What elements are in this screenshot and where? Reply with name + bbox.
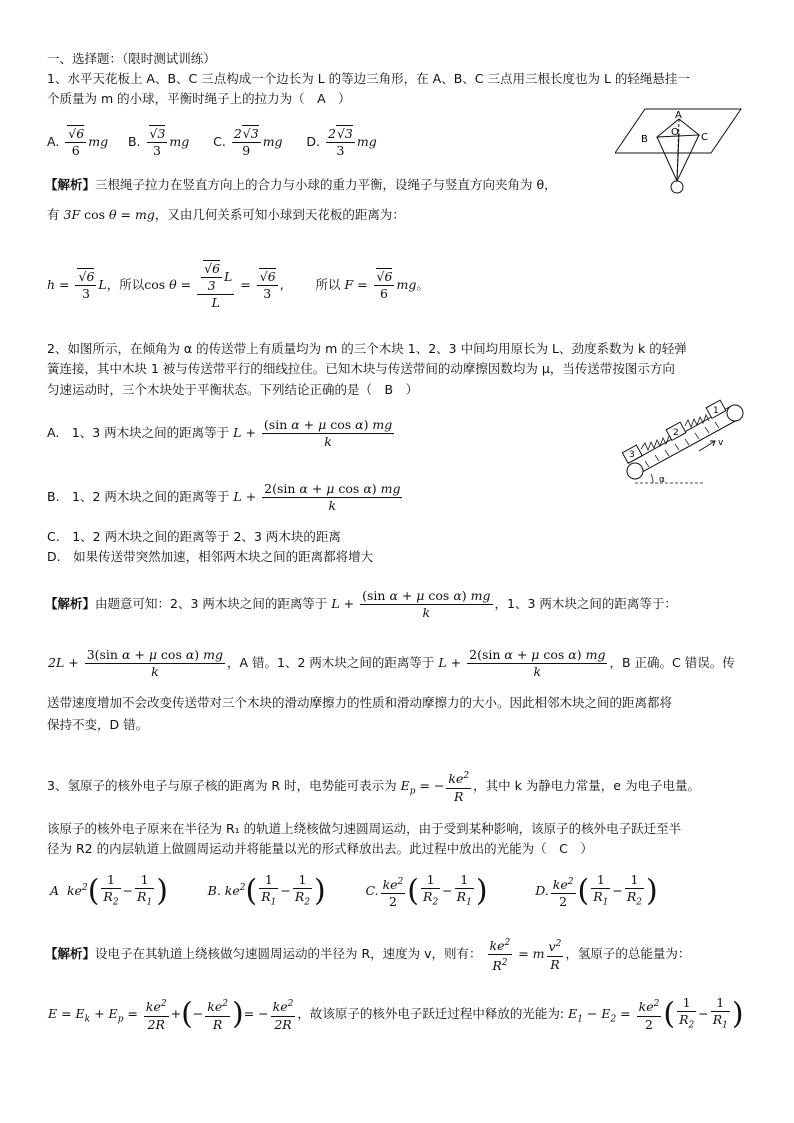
- q3-equation-total-energy: $E = E_k + E_p$ = $\frac{ke^2}{2R}$ +(− $\frac{ke^2}{R}$ )= − $\frac{ke^2}{2R}$: [48, 996, 294, 1032]
- q3-equation-centripetal: $\frac{ke^2}{R^2}$ = m $\frac{v^2}{R}$: [486, 946, 566, 961]
- q2-figure-label-alpha: α: [659, 475, 665, 485]
- q1-option-b-formula: √ $\frac{3}{3}$ mg: [145, 134, 190, 149]
- q3-analysis-tag: 【解析】: [45, 946, 96, 961]
- q2-option-b-formula: L + $\frac{\text{2(sin α + μ cos α) mg}}{k}$: [233, 481, 401, 513]
- q1-figure-label-a: A: [675, 110, 682, 121]
- q2-conveyor-figure: [615, 395, 750, 490]
- q2-analysis-line3: 送带速度增加不会改变传送带对三个木块的滑动摩擦力的性质和滑动摩擦力的大小。因此相邻木块之间的距离都将: [47, 695, 673, 710]
- q3-stem-line1: 3、氢原子的核外电子与原子核的距离为 R 时，电势能可表示为 $E_p$ = − $\frac{ke^2}{R}$ ，其中 k 为静电力常量，e 为电子电量。: [47, 768, 700, 810]
- q1-figure-label-c: C: [701, 132, 708, 143]
- q2-analysis-formula-12: L + $\frac{\text{2(sin α + μ cos α) mg}}{k}$: [438, 647, 606, 679]
- q2-stem-line2: 簧连接，其中木块 1 被与传送带平行的细线拉住。已知木块与传送带间的动摩擦因数均为 μ，当传送带按图示方向: [47, 361, 675, 376]
- q1-option-d-formula: $\frac{2√ 3}{3}$ mg: [324, 134, 377, 149]
- q3-analysis-line1: 【解析】设电子在其轨道上绕核做匀速圆周运动的半径为 R，速度为 v，则有： $\frac{ke^2}{R^2}$ = m $\frac{v^2}{R}$ ，氢原子的总能量为：: [45, 934, 690, 974]
- q3-options: [50, 866, 658, 913]
- q1-equation-h: h = √ $\frac{6}{3}$ L: [47, 277, 107, 292]
- section-title: 一、选择题：（限时测试训练）: [47, 51, 216, 66]
- q2-analysis-formula-23: L + $\frac{\text{(sin α + μ cos α) mg}}{k}$: [331, 588, 491, 620]
- q2-analysis-line4: 保持不变，D 错。: [47, 717, 149, 732]
- q2-option-a-formula: L + $\frac{\text{(sin α + μ cos α) mg}}{k}$: [233, 417, 393, 449]
- q2-option-d: D. 如果传送带突然加速，相邻两木块之间的距离都将增大: [47, 549, 374, 564]
- q2-analysis-tag: 【解析】: [45, 596, 96, 611]
- q1-option-d-label: D.: [306, 134, 320, 149]
- q2-figure-label-2: 2: [673, 428, 679, 438]
- q3-equation-released-energy: $E_1 - E_2$ = $\frac{ke^2}{2}$ ( $\frac{1}{R_2}$ − $\frac{1}{R_1}$ ): [568, 995, 744, 1032]
- q1-stem-line1: 1、水平天花板上 A、B、C 三点构成一个边长为 L 的等边三角形，在 A、B、C 三点用三根长度也为 L 的轻绳悬挂一: [47, 71, 690, 86]
- q3-analysis-line2: $E = E_k + E_p$ = $\frac{ke^2}{2R}$ +(− $\frac{ke^2}{R}$ )= − $\frac{ke^2}{2R}$ ，故该原子的核外电子跃迁过程中释放的光能为: $E_1 - E_2$ = $\frac{ke^2}{2}$ ( $\frac{1}{R_2}$ − $\frac{1}{R_1}$ ): [48, 995, 744, 1032]
- q2-stem-line1: 2、如图所示，在倾角为 α 的传送带上有质量均为 m 的三个木块 1、2、3 中间均用原长为 L、劲度系数为 k 的轻弹: [47, 341, 687, 356]
- q2-analysis-line1: 【解析】由题意可知：2、3 两木块之间的距离等于 L + $\frac{\text{(sin α + μ cos α) mg}}{k}$ ，1、3 两木块之间的距离等于：: [45, 588, 677, 620]
- q1-option-b-label: B.: [127, 134, 141, 149]
- q1-equation-f: F = √ $\frac{6}{6}$ mg: [344, 277, 416, 292]
- q2-figure-label-1: 1: [713, 406, 719, 416]
- q2-figure-label-v: v: [718, 438, 724, 448]
- q2-analysis-formula-13: 2L + $\frac{\text{3(sin α + μ cos α) mg}}{k}$: [48, 647, 224, 679]
- q1-analysis-line1: [45, 176, 557, 194]
- q2-option-b: B. 1、2 两木块之间的距离等于 L + $\frac{\text{2(sin α + μ cos α) mg}}{k}$: [47, 478, 404, 516]
- q2-analysis-line2: 2L + $\frac{\text{3(sin α + μ cos α) mg}}{k}$ ，A 错。1、2 两木块之间的距离等于 L + $\frac{\text{2(sin α + μ cos α) mg}}{k}$ ，B 正确。C 错误。传: [48, 647, 735, 679]
- q3-stem-line2: 该原子的核外电子原来在半径为 R₁ 的轨道上绕核做匀速圆周运动，由于受到某种影响，该原子的核外电子跃迁至半: [47, 821, 682, 836]
- q3-potential-energy-formula: $E_p$ = − $\frac{ke^2}{R}$: [401, 778, 474, 793]
- q1-equation-force-balance: 3F cos θ = mg: [63, 207, 155, 222]
- q1-options: [47, 124, 377, 160]
- q1-stem-line2: 个质量为 m 的小球，平衡时绳子上的拉力为（ A ）: [47, 91, 351, 106]
- q3-option-c: C. $\frac{ke^2}{2}$ ( $\frac{1}{R_2}$ − $\frac{1}{R_1}$ ): [365, 872, 488, 909]
- q1-option-c-formula: $\frac{2√ 3}{9}$ mg: [230, 134, 283, 149]
- q1-option-a-label: A.: [47, 134, 60, 149]
- q3-option-a: A $ke^2$( $\frac{1}{R_2}$ − $\frac{1}{R_1}$ ): [50, 872, 168, 909]
- q3-stem-line3: 径为 R2 的内层轨道上做圆周运动并将能量以光的形式释放出去。此过程中放出的光能为（ C ）: [47, 841, 593, 856]
- q2-option-a: A. 1、3 两木块之间的距离等于 L + $\frac{\text{(sin α + μ cos α) mg}}{k}$: [47, 414, 396, 452]
- q1-analysis-line2: 有 3F cos θ = mg，又由几何关系可知小球到天花板的距离为：: [47, 207, 405, 222]
- q1-option-a-formula: √ $\frac{6}{6}$ mg: [63, 134, 108, 149]
- q1-analysis-line3: h = √ $\frac{6}{3}$ L，所以cos θ = √ $\frac{6}{3}$ L L = √ $\frac{6}{3}$ , 所以 F = √ $\frac{6}{6}$ mg。: [47, 250, 429, 320]
- q1-figure-label-o: O: [671, 127, 679, 138]
- q1-equation-cos: cos θ = √ $\frac{6}{3}$ L L = √ $\frac{6}{3}$: [144, 277, 279, 292]
- q2-option-c: C. 1、2 两木块之间的距离等于 2、3 两木块的距离: [47, 529, 341, 544]
- q1-analysis-tag: 【解析】: [45, 177, 96, 192]
- q2-stem-line3: 匀速运动时，三个木块处于平衡状态。下列结论正确的是（ B ）: [47, 382, 419, 397]
- q1-ceiling-figure: [615, 105, 745, 197]
- q1-option-c-label: C.: [213, 134, 226, 149]
- q1-analysis-text1: 三根绳子拉力在竖直方向上的合力与小球的重力平衡，设绳子与竖直方向夹角为 θ，: [95, 177, 557, 192]
- q3-option-d: D. $\frac{ke^2}{2}$ ( $\frac{1}{R_1}$ − $\frac{1}{R_2}$ ): [535, 872, 658, 909]
- q2-figure-label-3: 3: [629, 450, 635, 460]
- q1-figure-label-b: B: [641, 134, 648, 145]
- q3-option-b: B. $ke^2$( $\frac{1}{R_1}$ − $\frac{1}{R_2}$ ): [207, 872, 326, 909]
